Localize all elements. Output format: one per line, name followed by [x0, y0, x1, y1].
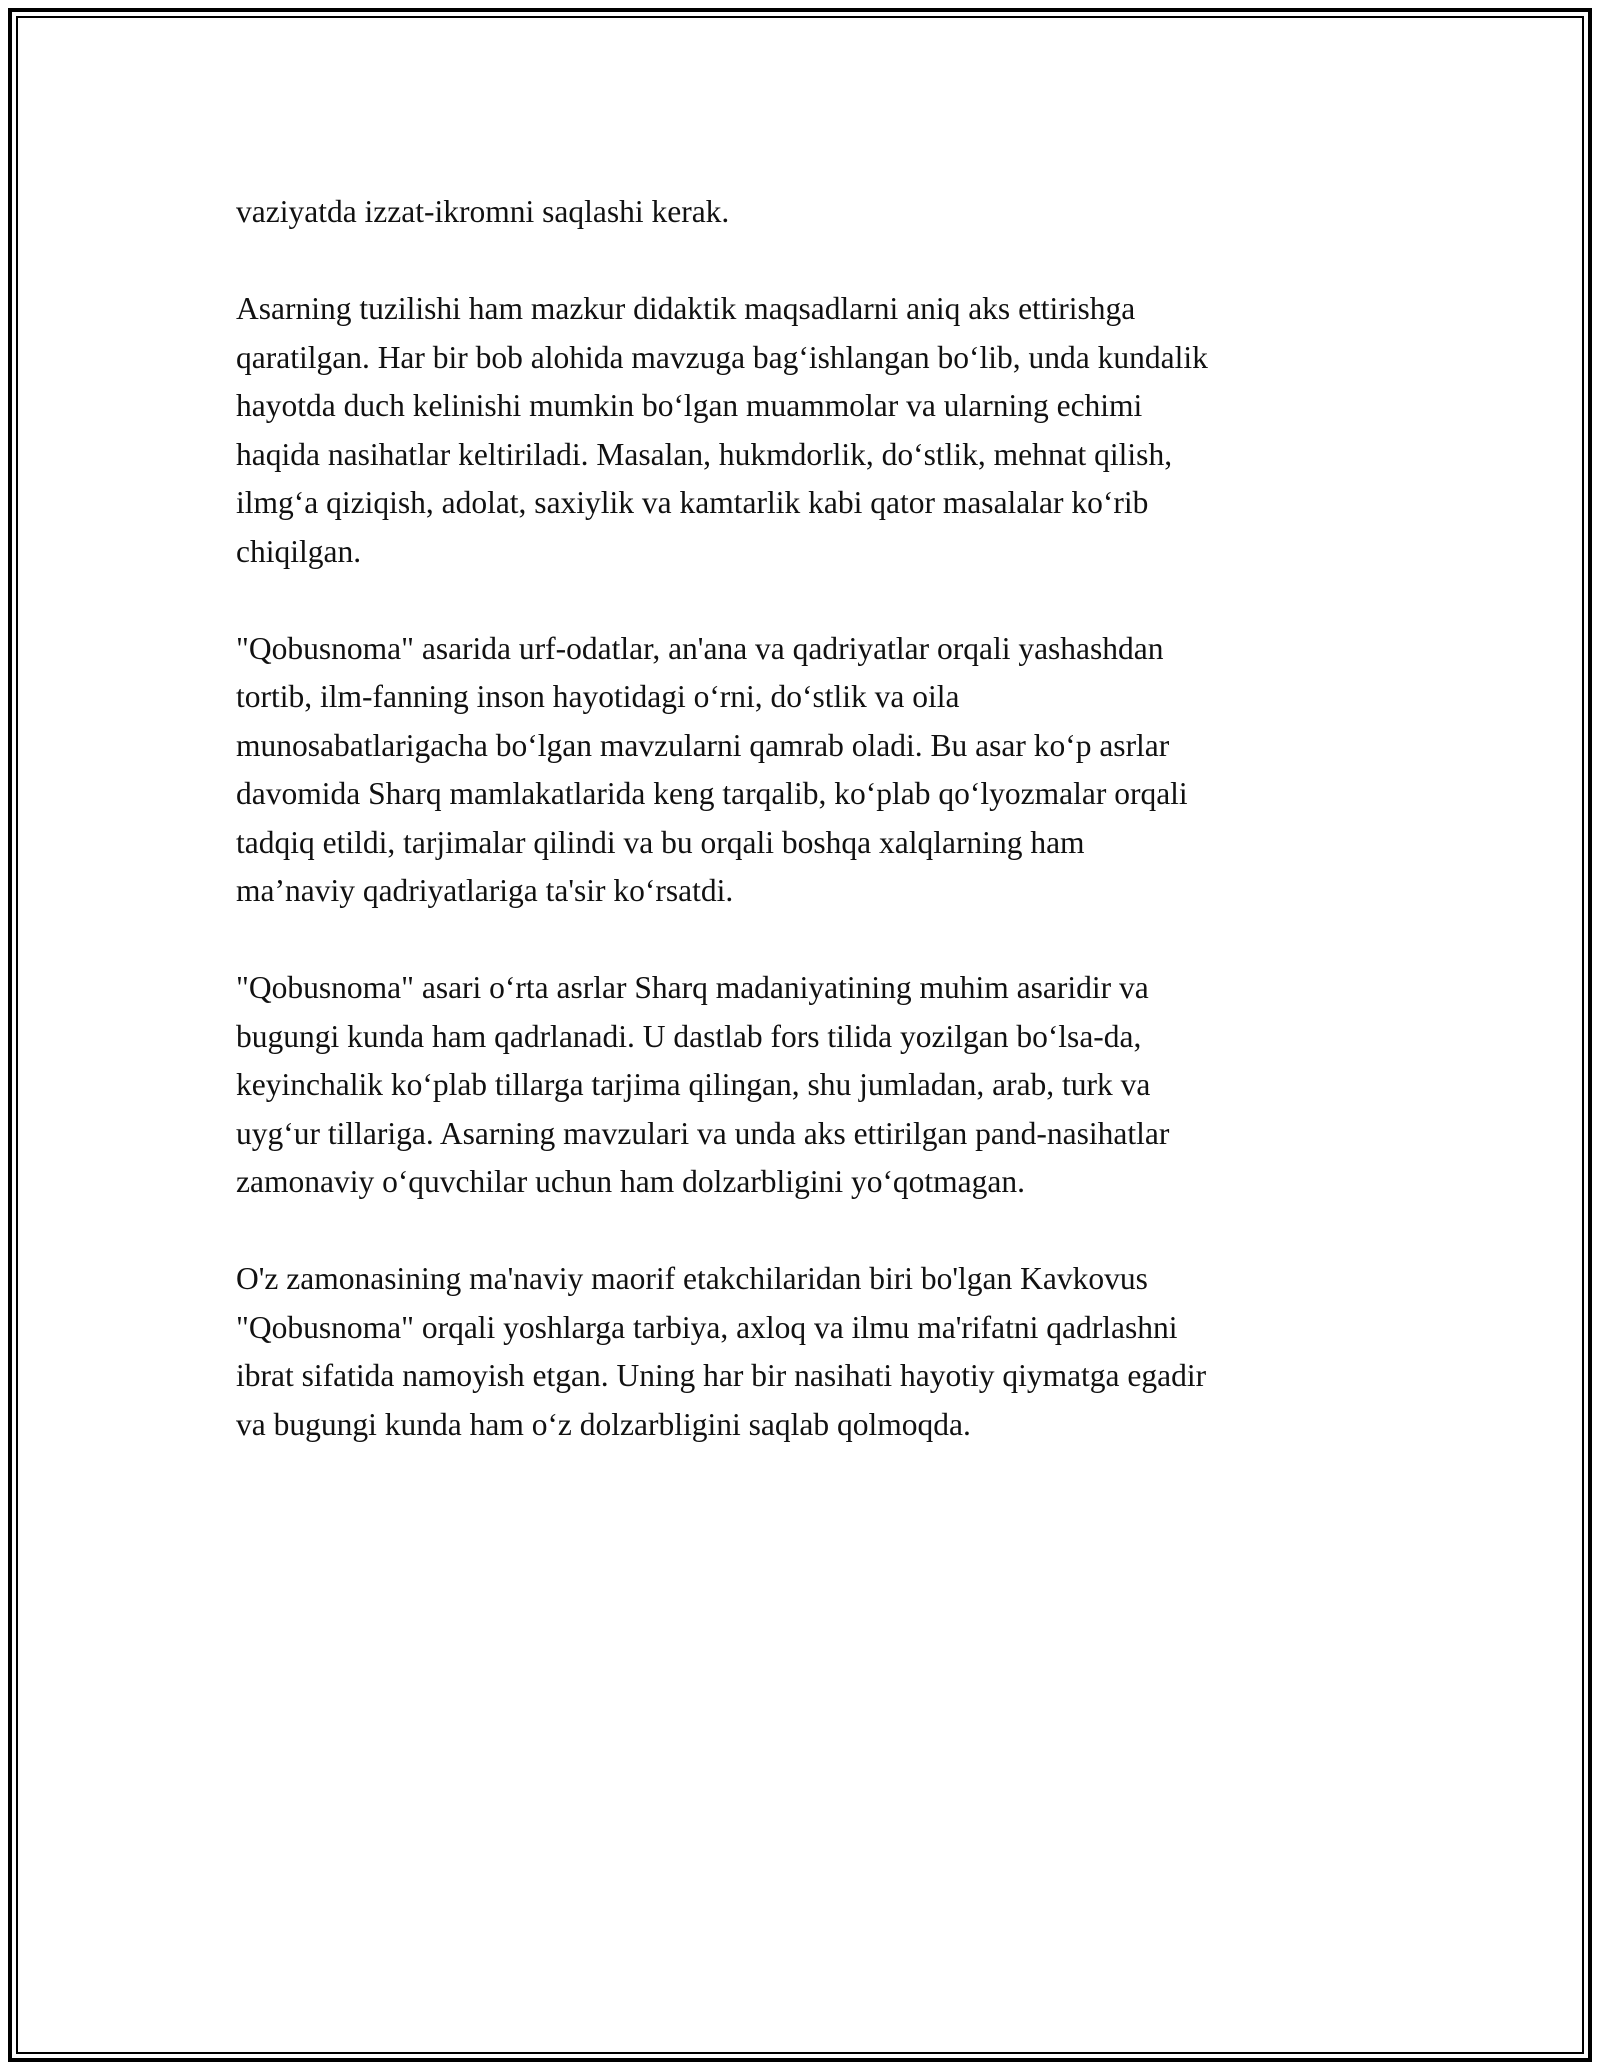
- text-line: "Qobusnoma" orqali yoshlarga tarbiya, axloq va ilmu ma'rifatni qadrlashni: [236, 1309, 1178, 1345]
- text-line: uyg‘ur tillariga. Asarning mavzulari va unda aks ettirilgan pand-nasihatlar: [236, 1115, 1170, 1151]
- paragraph-spacer: [236, 237, 1386, 286]
- text-line: keyinchalik ko‘plab tillarga tarjima qilingan, shu jumladan, arab, turk va: [236, 1067, 1151, 1102]
- paragraph: [236, 964, 1386, 1207]
- paragraph: [236, 285, 1386, 576]
- paragraph: [236, 188, 1386, 237]
- text-line: zamonaviy o‘quvchilar uchun ham dolzarbligini yo‘qotmagan.: [236, 1164, 1026, 1199]
- document-body: [236, 188, 1386, 1449]
- text-line: va bugungi kunda ham o‘z dolzarbligini saqlab qolmoqda.: [236, 1406, 971, 1442]
- text-line: hayotda duch kelinishi mumkin bo‘lgan muammolar va ularning echimi: [236, 388, 1143, 423]
- paragraph-spacer: [236, 1207, 1386, 1256]
- text-line: vaziyatda izzat-ikromni saqlashi kerak.: [236, 194, 730, 229]
- text-line: ilmg‘a qiziqish, adolat, saxiylik va kamtarlik kabi qator masalalar ko‘rib: [236, 485, 1149, 520]
- text-line: davomida Sharq mamlakatlarida keng tarqalib, ko‘plab qo‘lyozmalar orqali: [236, 776, 1188, 811]
- paragraph-spacer: [236, 916, 1386, 965]
- text-line: "Qobusnoma" asari o‘rta asrlar Sharq madaniyatining muhim asaridir va: [236, 970, 1149, 1005]
- text-line: munosabatlarigacha bo‘lgan mavzularni qamrab oladi. Bu asar ko‘p asrlar: [236, 727, 1170, 763]
- text-line: ibrat sifatida namoyish etgan. Uning har bir nasihati hayotiy qiymatga egadir: [236, 1358, 1207, 1393]
- paragraph: [236, 625, 1386, 916]
- paragraph: [236, 1255, 1386, 1449]
- text-line: haqida nasihatlar keltiriladi. Masalan, hukmdorlik, do‘stlik, mehnat qilish,: [236, 436, 1173, 472]
- text-line: "Qobusnoma" asarida urf-odatlar, an'ana va qadriyatlar orqali yashashdan: [236, 630, 1164, 666]
- text-line: chiqilgan.: [236, 533, 362, 569]
- text-line: bugungi kunda ham qadrlanadi. U dastlab fors tilida yozilgan bo‘lsa-da,: [236, 1018, 1142, 1054]
- text-line: ma’naviy qadriyatlariga ta'sir ko‘rsatdi.: [236, 873, 734, 908]
- text-line: tortib, ilm-fanning inson hayotidagi o‘rni, do‘stlik va oila: [236, 679, 960, 714]
- text-line: Asarning tuzilishi ham mazkur didaktik maqsadlarni aniq aks ettirishga: [236, 291, 1136, 326]
- text-line: O'z zamonasining ma'naviy maorif etakchilaridan biri bo'lgan Kavkovus: [236, 1261, 1148, 1296]
- paragraph-spacer: [236, 576, 1386, 625]
- text-line: qaratilgan. Har bir bob alohida mavzuga bag‘ishlangan bo‘lib, unda kundalik: [236, 339, 1208, 375]
- text-line: tadqiq etildi, tarjimalar qilindi va bu orqali boshqa xalqlarning ham: [236, 824, 1085, 860]
